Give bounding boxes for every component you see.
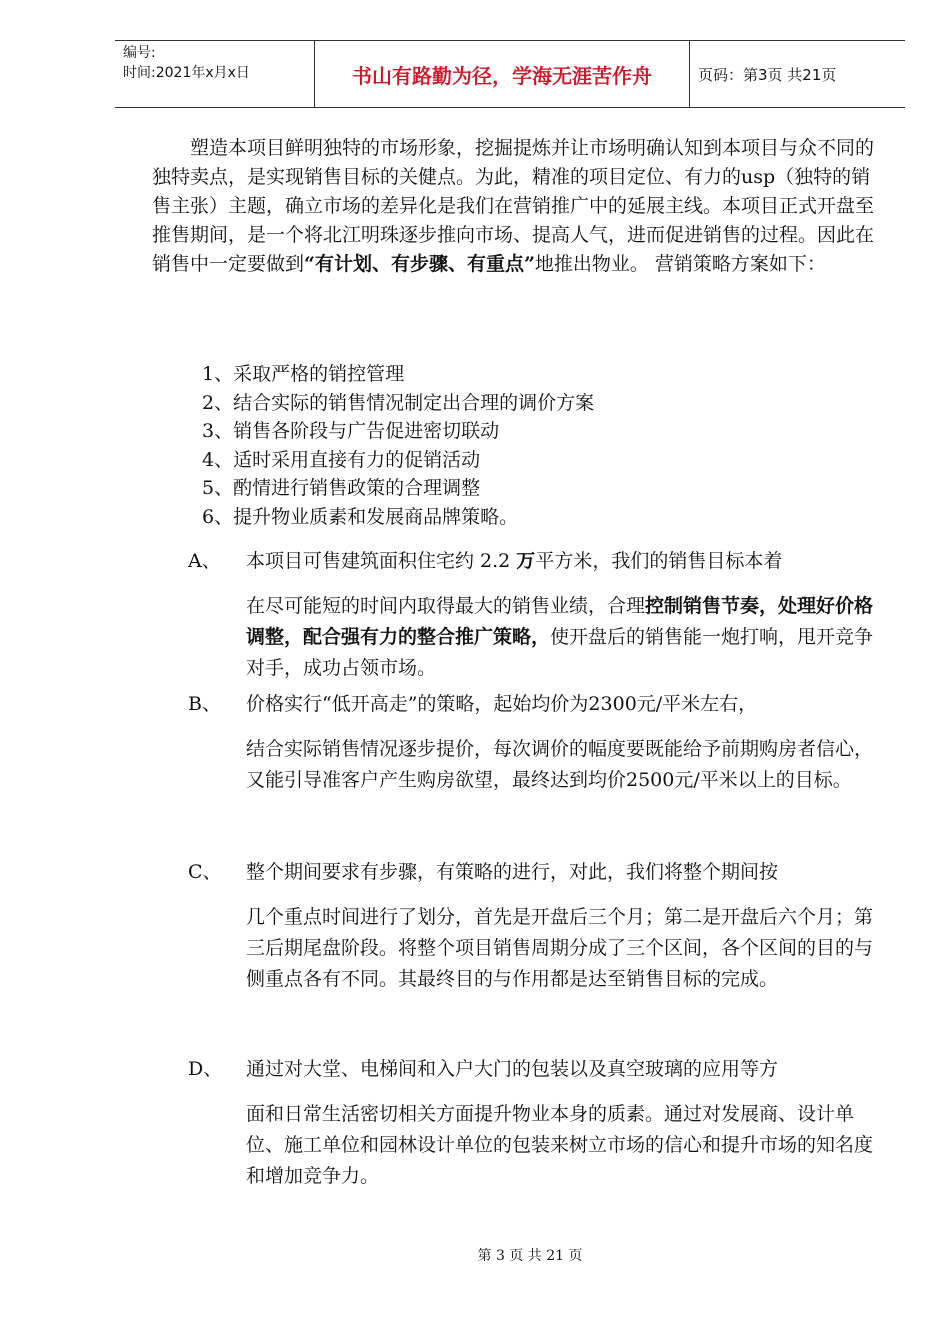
section-c-label: C、 [188, 861, 222, 883]
section-d-body: 面和日常生活密切相关方面提升物业本身的质素。通过对发展商、设计单位、施工单位和园林设计单位的包装来树立市场的信心和提升市场的知名度和增加竞争力。 [246, 1103, 874, 1187]
section-a-body-bold: 控制销售节奏，处理好价格调整，配合强有力的整合推广策略， [246, 595, 874, 648]
header-meta [115, 41, 315, 107]
list-item: 2、结合实际的销售情况制定出合理的调价方案 [202, 391, 595, 414]
section-a-body-text-end: 使开盘后的销售能一炮打响，甩开竞争对手，成功占领市场。 [246, 626, 874, 679]
list-item: 3、销售各阶段与广告促进密切联动 [202, 420, 500, 443]
section-b-body: 结合实际销售情况逐步提价，每次调价的幅度要既能给予前期购房者信心，又能引导准客户产生购房欲望，最终达到均价2500元/平米以上的目标。 [246, 738, 874, 791]
section-a-first-line [246, 547, 896, 576]
page-footer: 第 3 页 共 21 页 [477, 1248, 583, 1264]
section-a-first-text-end: 平方米，我们的销售目标本着 [535, 550, 783, 572]
section-a-label: A、 [188, 550, 221, 572]
number-label: 编号: [123, 45, 156, 61]
intro-bold-text: “有计划、有步骤、有重点” [304, 253, 535, 275]
header-page-info: 页码：第3页 共21页 [698, 65, 837, 84]
section-d-label: D、 [188, 1058, 223, 1080]
strategy-list [202, 360, 594, 532]
section-b-first-line: 价格实行“低开高走”的策略，起始均价为2300元/平米左右， [246, 693, 758, 715]
intro-text: 塑造本项目鲜明独特的市场形象，挖掘提炼并让市场明确认知到本项目与众不同的独特卖点，是实现销售目标的关健点。为此，精准的项目定位、有力的usp（独特的销售主张）主题，确立市场的差异化是我们在营销推广中的延展主线。本项目正式开盘至推售期间，是一个将北江明珠逐步推向市场、提高人气，进而促进销售的过程。因此在销售中一定要做到 [152, 137, 875, 275]
page-header [115, 40, 905, 108]
intro-text-end: 地推出物业。 营销策略方案如下： [534, 253, 826, 275]
section-c-first-line: 整个期间要求有步骤，有策略的进行，对此，我们将整个期间按 [246, 861, 779, 883]
list-item: 5、酌情进行销售政策的合理调整 [202, 477, 481, 500]
section-a-first-text: 本项目可售建筑面积住宅约 2.2 [246, 550, 517, 572]
list-item: 1、采取严格的销控管理 [202, 363, 405, 385]
list-item: 4、适时采用直接有力的促销活动 [202, 448, 481, 471]
list-item: 6、提升物业质素和发展商品牌策略。 [202, 505, 519, 528]
section-b-label: B、 [188, 693, 221, 715]
intro-paragraph [152, 134, 887, 279]
section-d-first-line: 通过对大堂、电梯间和入户大门的包装以及真空玻璃的应用等方 [246, 1058, 779, 1080]
section-a-body [246, 591, 886, 684]
time-label: 时间:2021年x月x日 [123, 65, 250, 81]
section-c-body: 几个重点时间进行了划分，首先是开盘后三个月；第二是开盘后六个月；第三后期尾盘阶段。将整个项目销售周期分成了三个区间，各个区间的目的与侧重点各有不同。其最终目的与作用都是达至销售目标的完成。 [246, 906, 874, 990]
section-a-body-text: 在尽可能短的时间内取得最大的销售业绩，合理 [246, 595, 646, 617]
header-motto: 书山有路勤为径，学海无涯苦作舟 [315, 41, 690, 107]
section-a-first-bold: 万 [516, 550, 536, 572]
